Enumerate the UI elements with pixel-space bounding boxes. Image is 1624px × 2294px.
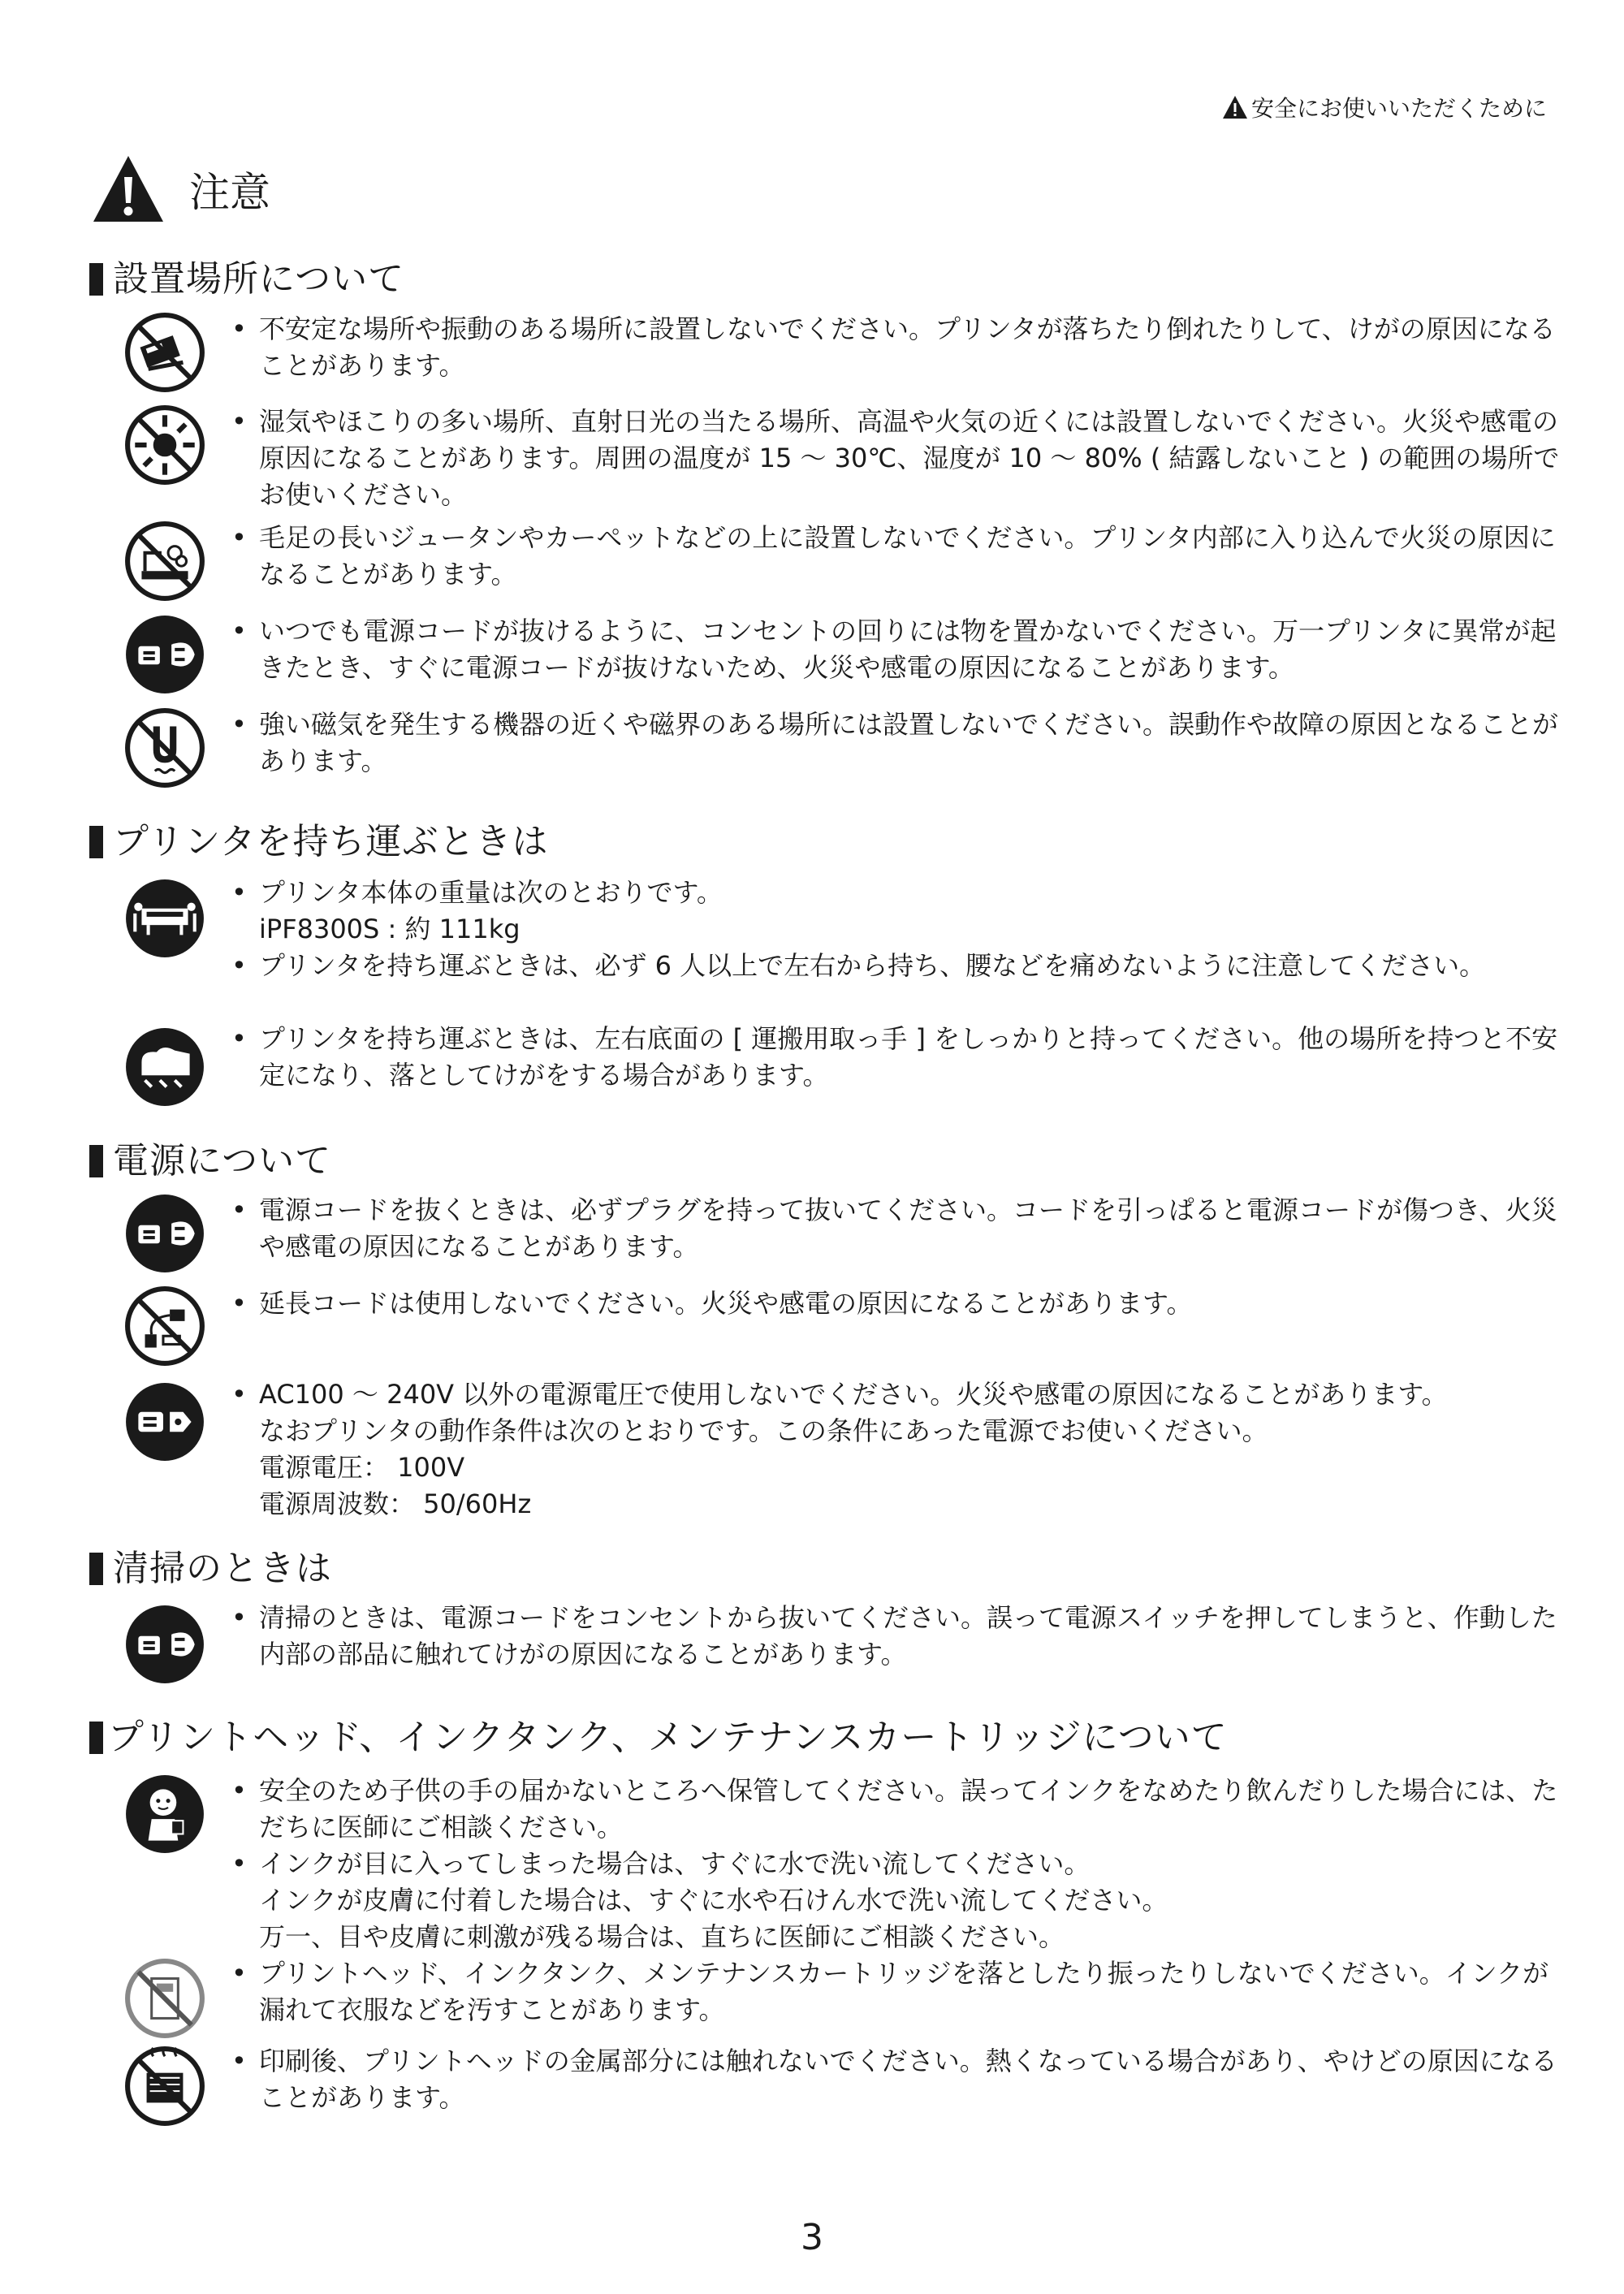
list-item: • プリントヘッド、インクタンク、メンテナンスカートリッジを落としたり振ったりしないでください。インクが漏れて衣服などを汚すことがあります。	[231, 1958, 1549, 2025]
list-item: • プリンタを持ち運ぶときは、左右底面の [ 運搬用取っ手 ] をしっかりと持ってください。他の場所を持つと不安定になり、落としてけがをする場合があります。	[231, 1023, 1558, 1091]
header-note	[1222, 91, 1547, 123]
bullet-list	[231, 706, 1563, 780]
caution-title-text: 注意	[189, 168, 270, 216]
unplug-icon	[123, 1192, 206, 1275]
bullet-list	[231, 1021, 1563, 1094]
heading-bar	[89, 1145, 103, 1177]
list-item: • いつでも電源コードが抜けるように、コンセントの回りには物を置かないでください。万一プリンタに異常が起きたとき、すぐに電源コードが抜けないため、火災や感電の原因になることがあります。	[231, 616, 1557, 683]
list-item: • 毛足の長いジュータンやカーペットなどの上に設置しないでください。プリンタ内部に入り込んで火災の原因になることがあります。	[231, 522, 1556, 590]
list-item: • インクが目に入ってしまった場合は、すぐに水で洗い流してください。 インクが皮膚に付着した場合は、すぐに水や石けん水で洗い流してください。 万一、目や皮膚に刺激が残る場合は、直ちに医師にご相談ください。	[231, 1848, 1168, 1952]
list-item: • プリンタ本体の重量は次のとおりです。 iPF8300S : 約 111kg	[231, 877, 723, 944]
warning-triangle-icon	[1222, 95, 1248, 119]
heading-bar	[89, 1722, 103, 1754]
section-heading-power: 電源について	[89, 1143, 331, 1179]
power-plug-icon	[123, 1380, 206, 1463]
section-heading-installation: 設置場所について	[89, 261, 404, 297]
unplug-icon	[123, 1603, 206, 1686]
list-item: • 電源コードを抜くときは、必ずプラグを持って抜いてください。コードを引っぱると電源コードが傷つき、火災や感電の原因になることがあります。	[231, 1195, 1557, 1262]
heading-bar	[89, 1553, 103, 1585]
bullet-list	[231, 613, 1563, 686]
list-item: • 不安定な場所や振動のある場所に設置しないでください。プリンタが落ちたり倒れたりして、けがの原因になることがあります。	[231, 313, 1556, 381]
list-item: • 湿気やほこりの多い場所、直射日光の当たる場所、高温や火気の近くには設置しないでください。火災や感電の原因になることがあります。周囲の温度が 15 〜 30℃、湿度が 10 〜 80% ( 結露しないこと ) の範囲の場所でお使いください。	[231, 406, 1560, 510]
section-heading-consumables: プリントヘッド、インクタンク、メンテナンスカートリッジについて	[89, 1720, 1228, 1756]
section-heading-transport: プリンタを持ち運ぶときは	[89, 824, 548, 860]
bullet-list	[231, 1285, 1563, 1322]
people-carrying-printer-icon	[123, 877, 206, 960]
section-heading-cleaning: 清掃のときは	[89, 1551, 332, 1587]
warning-triangle-icon	[92, 154, 165, 223]
no-magnet-icon	[123, 706, 206, 789]
no-extension-cord-icon	[123, 1285, 206, 1367]
bullet-list	[231, 404, 1563, 513]
header-note-text: 安全にお使いいただくために	[1250, 95, 1547, 122]
no-touch-hot-printhead-icon	[123, 2045, 206, 2128]
bullet-list	[231, 1773, 1563, 2028]
no-unstable-surface-icon	[123, 311, 206, 394]
no-sunlight-heat-icon	[123, 404, 206, 486]
bullet-list	[231, 1600, 1563, 1673]
list-item: • 強い磁気を発生する機器の近くや磁界のある場所には設置しないでください。誤動作や故障の原因となることがあります。	[231, 709, 1559, 776]
bullet-list	[231, 1192, 1563, 1265]
unplug-icon	[123, 613, 206, 696]
list-item: • 印刷後、プリントヘッドの金属部分には触れないでください。熱くなっている場合があり、やけどの原因になることがあります。	[231, 2046, 1557, 2113]
list-item: • 安全のため子供の手の届かないところへ保管してください。誤ってインクをなめたり飲んだりした場合には、ただちに医師にご相談ください。	[231, 1775, 1558, 1843]
list-item: • AC100 〜 240V 以外の電源電圧で使用しないでください。火災や感電の原因になることがあります。 なおプリンタの動作条件は次のとおりです。この条件にあった電源でお使いください。 電源電圧： 100V 電源周波数： 50/60Hz	[231, 1379, 1448, 1519]
list-item: • 延長コードは使用しないでください。火災や感電の原因になることがあります。	[231, 1288, 1193, 1319]
carry-handles-icon	[123, 1026, 206, 1108]
heading-bar	[89, 826, 103, 858]
bullet-list	[231, 875, 1563, 984]
page-number: 3	[801, 2217, 823, 2258]
keep-away-from-children-icon	[123, 1773, 206, 1856]
list-item: • プリンタを持ち運ぶときは、必ず 6 人以上で左右から持ち、腰などを痛めないように注意してください。	[231, 950, 1486, 981]
no-shaking-ink-tank-icon	[123, 1957, 206, 2040]
bullet-list	[231, 311, 1563, 384]
no-carpet-icon	[123, 520, 206, 603]
list-item: • 清掃のときは、電源コードをコンセントから抜いてください。誤って電源スイッチを押してしまうと、作動した内部の部品に触れてけがの原因になることがあります。	[231, 1602, 1557, 1670]
bullet-list	[231, 520, 1563, 593]
bullet-list	[231, 2043, 1563, 2116]
caution-title	[92, 154, 270, 223]
bullet-list	[231, 1376, 1563, 1523]
heading-bar	[89, 263, 103, 296]
